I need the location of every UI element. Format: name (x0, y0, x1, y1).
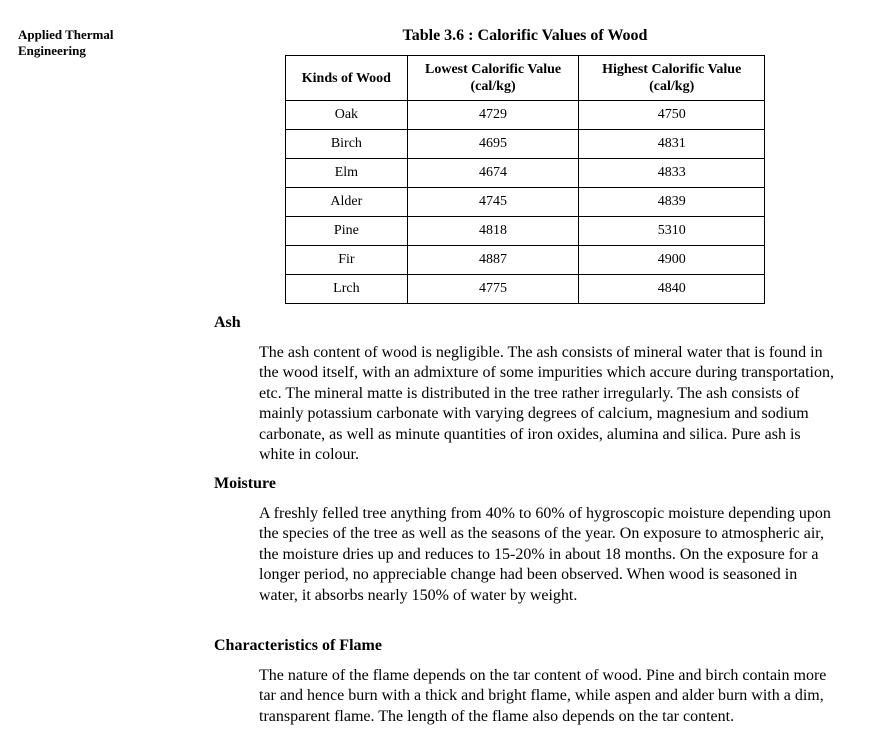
table-header-row (286, 56, 765, 101)
column-header-wood: Kinds of Wood (286, 56, 408, 101)
table-row (286, 101, 765, 130)
cell-highest: 4840 (579, 275, 765, 304)
column-header-highest: Highest Calorific Value (cal/kg) (579, 56, 765, 101)
section-body-moisture: A freshly felled tree anything from 40% to 60% of hygroscopic moisture depending upon the species of the tree as well as the seasons of the year. On exposure to atmospheric air, the moisture dries up and reduces to 15-20% in about 18 months. On the exposure for a longer period, no appreciable change had been observed. When wood is seasoned in water, it absorbs nearly 150% of water by weight. (259, 505, 831, 604)
cell-lowest: 4745 (407, 188, 579, 217)
cell-wood: Elm (286, 159, 408, 188)
cell-wood: Birch (286, 130, 408, 159)
table-row (286, 159, 765, 188)
cell-wood: Fir (286, 246, 408, 275)
section-body-flame: The nature of the flame depends on the tar content of wood. Pine and birch contain more tar and hence burn with a thick and bright flame, while aspen and alder burn with a dim, transparent flame. The length of the flame also depends on the tar content. (259, 667, 827, 725)
cell-highest: 5310 (579, 217, 765, 246)
section-heading-moisture: Moisture (214, 475, 276, 492)
table-row (286, 246, 765, 275)
running-head-line-2: Engineering (18, 43, 86, 58)
cell-highest: 4831 (579, 130, 765, 159)
table-title: Table 3.6 : Calorific Values of Wood (402, 27, 648, 44)
cell-lowest: 4729 (407, 101, 579, 130)
table-row (286, 130, 765, 159)
table-row (286, 217, 765, 246)
cell-wood: Pine (286, 217, 408, 246)
running-head (18, 27, 113, 59)
section-heading-ash: Ash (214, 314, 241, 331)
cell-highest: 4900 (579, 246, 765, 275)
section-body-ash: The ash content of wood is negligible. The ash consists of mineral water that is found in the wood itself, with an admixture of some impurities which accure during transportation, etc. The mineral matte is distributed in the tree rather irregularly. The ash consists of mainly potassium carbonate with varying degrees of calcium, magnesium and sodium carbonate, as well as minute quantities of iron oxides, alumina and silica. Pure ash is white in colour. (259, 344, 834, 464)
running-head-line-1: Applied Thermal (18, 27, 114, 42)
cell-lowest: 4818 (407, 217, 579, 246)
cell-highest: 4750 (579, 101, 765, 130)
cell-lowest: 4775 (407, 275, 579, 304)
cell-wood: Lrch (286, 275, 408, 304)
cell-lowest: 4887 (407, 246, 579, 275)
cell-wood: Alder (286, 188, 408, 217)
cell-highest: 4833 (579, 159, 765, 188)
cell-lowest: 4674 (407, 159, 579, 188)
cell-highest: 4839 (579, 188, 765, 217)
calorific-values-table (285, 55, 765, 304)
cell-lowest: 4695 (407, 130, 579, 159)
section-heading-flame: Characteristics of Flame (214, 637, 382, 654)
column-header-lowest: Lowest Calorific Value (cal/kg) (407, 56, 579, 101)
table-row (286, 275, 765, 304)
cell-wood: Oak (286, 101, 408, 130)
table-row (286, 188, 765, 217)
